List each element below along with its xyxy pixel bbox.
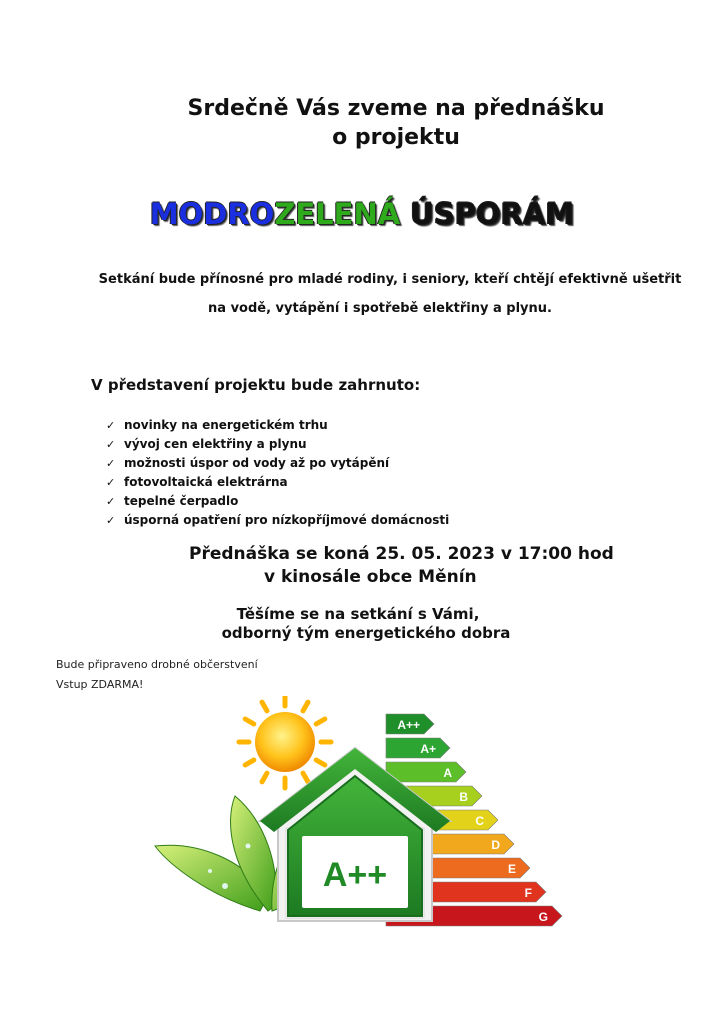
energy-class-label: F (524, 886, 532, 900)
check-icon: ✓ (106, 419, 116, 432)
topic-text: fotovoltaická elektrárna (124, 475, 288, 489)
energy-class-label: B (459, 790, 468, 804)
topic-text: možnosti úspor od vody až po vytápění (124, 456, 390, 470)
intro-line-1: Setkání bude přínosné pro mladé rodiny, i seniory, kteří chtějí efektivně ušetřit (98, 272, 682, 287)
house-class-label: A++ (322, 856, 388, 894)
invitation-line-1: Srdečně Vás zveme na přednášku (187, 96, 605, 121)
topic-text: vývoj cen elektřiny a plynu (124, 437, 307, 451)
energy-class-bar (386, 762, 466, 782)
check-icon: ✓ (106, 457, 116, 470)
event-date: Přednáška se koná 25. 05. 2023 v 17:00 hod (189, 544, 614, 564)
topics-title: V představení projektu bude zahrnuto: (91, 376, 421, 394)
energy-class-label: C (475, 814, 484, 828)
topic-item (106, 435, 449, 454)
check-icon: ✓ (106, 476, 116, 489)
free-entry-note: Vstup ZDARMA! (56, 678, 144, 691)
energy-class-bar (386, 714, 434, 734)
energy-efficiency-illustration (150, 696, 590, 946)
topic-item (106, 416, 449, 435)
energy-class-label: D (491, 838, 500, 852)
project-title-zelena: ZELENÁ (274, 197, 401, 231)
energy-class-label: G (538, 910, 548, 924)
energy-class-bar (386, 738, 450, 758)
energy-class-label: A++ (397, 718, 420, 732)
topic-text: tepelné čerpadlo (124, 494, 239, 508)
sun-icon (239, 696, 331, 788)
closing-line-1: Těšíme se na setkání s Vámi, (236, 605, 480, 623)
energy-class-label: A (443, 766, 452, 780)
event-venue: v kinosále obce Měnín (264, 567, 477, 587)
topic-item (106, 473, 449, 492)
energy-class-label: E (507, 862, 516, 876)
invitation-line-2: o projektu (332, 125, 460, 150)
check-icon: ✓ (106, 438, 116, 451)
topic-item (106, 492, 449, 511)
intro-line-2: na vodě, vytápění i spotřebě elektřiny a plynu. (208, 301, 552, 316)
check-icon: ✓ (106, 514, 116, 527)
topic-text: novinky na energetickém trhu (124, 418, 328, 432)
project-title-modro: MODRO (149, 197, 275, 231)
project-title (0, 197, 724, 231)
check-icon: ✓ (106, 495, 116, 508)
project-title-usporam: ÚSPORÁM (410, 197, 575, 231)
topic-text: úsporná opatření pro nízkopříjmové domácnosti (124, 513, 450, 527)
topic-item (106, 454, 449, 473)
refreshments-note: Bude připraveno drobné občerstvení (56, 658, 258, 671)
topic-item (106, 511, 449, 530)
closing-line-2: odborný tým energetického dobra (221, 624, 511, 642)
topics-list (106, 416, 449, 530)
energy-class-label: A+ (420, 742, 436, 756)
